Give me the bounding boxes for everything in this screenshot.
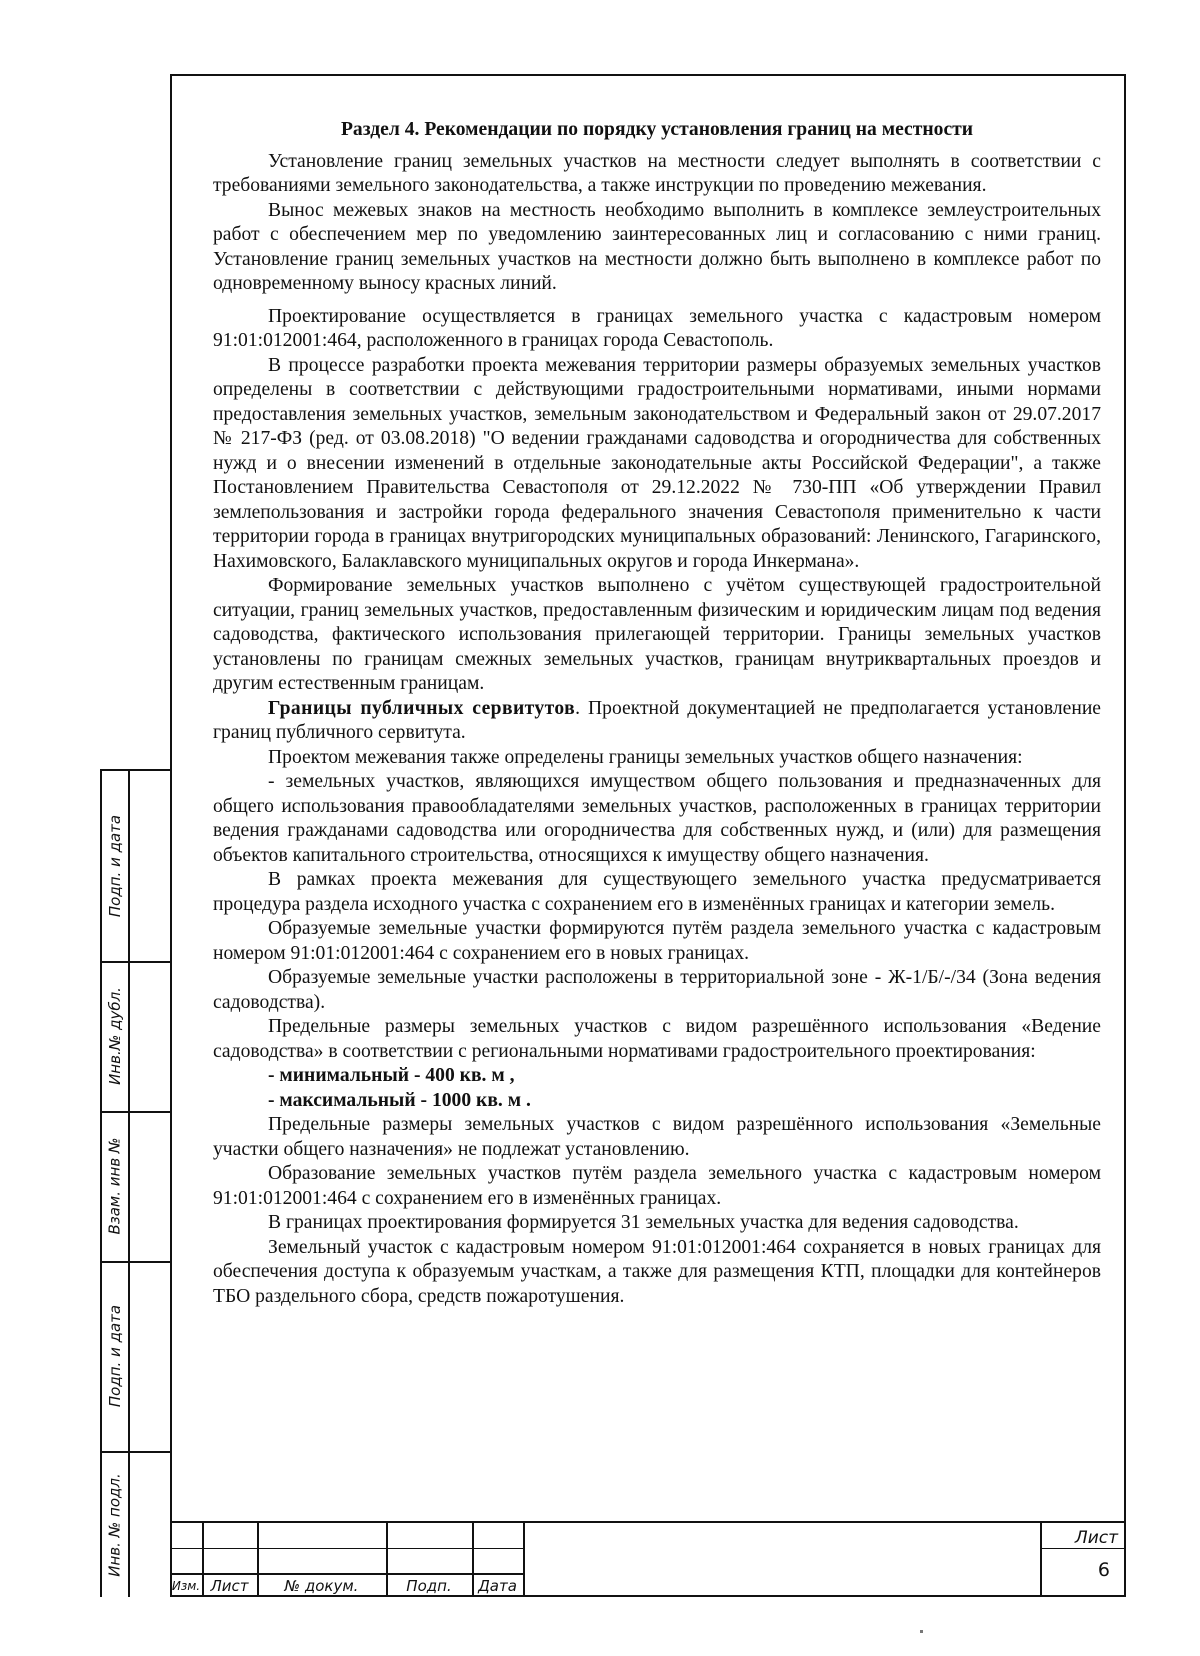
section-heading: Раздел 4. Рекомендации по порядку установления границ на местности: [340, 119, 974, 140]
paragraph: В рамках проекта межевания для существующего земельного участка предусматривается процедура раздела исходного участка с сохранением его в изменённых границах и категории земель.: [213, 869, 1101, 915]
servitude-title: Границы публичных сервитутов: [268, 697, 576, 719]
servitude-text: . Проектной документацией не предполагается установление границ публичного сервитута.: [213, 697, 1102, 743]
strip-label-vzam-inv: Взам. инв №: [106, 1137, 125, 1235]
col-izm: Изм.: [171, 1579, 201, 1593]
paragraph: Образование земельных участков путём раздела земельного участка с кадастровым номером 91:01:012001:464 с сохранением его в изменённых границах.: [213, 1163, 1101, 1209]
paragraph: Предельные размеры земельных участков с видом разрешённого использования «Ведение садоводства» в соответствии с региональными нормативами градостроительного проектирования:: [213, 1016, 1101, 1062]
document-body: [213, 118, 1101, 1309]
limit-item: - максимальный - 1000 кв. м .: [268, 1089, 531, 1111]
servitude-paragraph: [213, 697, 1101, 746]
title-block: [170, 1521, 1126, 1597]
sheet-label: Лист: [1074, 1528, 1118, 1548]
limit-item: - минимальный - 400 кв. м ,: [268, 1065, 515, 1086]
scan-speck: [920, 1630, 923, 1633]
paragraph: - земельных участков, являющихся имуществом общего пользования и предназначенных для общего использования правообладателями земельных участков, расположенных в границах территории ведения гражданами садоводства или огородничества для собственных нужд, и (или) для размещения объектов капитального строительства, относящихся к имуществу общего назначения.: [213, 771, 1101, 866]
paragraph: Установление границ земельных участков на местности следует выполнять в соответствии с требованиями земельного законодательства, а также инструкции по проведению межевания.: [213, 150, 1101, 196]
strip-label-inv-orig: Инв. № подл.: [106, 1473, 125, 1577]
paragraph: Образуемые земельные участки формируются путём раздела земельного участка с кадастровым номером 91:01:012001:464 с сохранением его в новых границах.: [213, 918, 1101, 964]
paragraph: Земельный участок с кадастровым номером 91:01:012001:464 сохраняется в новых границах для обеспечения доступа к образуемым участкам, а также для размещения КТП, площадки для контейнеров ТБО раздельного сбора, средств пожаротушения.: [213, 1236, 1101, 1307]
binding-strip: [100, 769, 170, 1597]
paragraph: Образуемые земельные участки расположены в территориальной зоне - Ж-1/Б/-/34 (Зона ведения садоводства).: [213, 967, 1101, 1013]
strip-label-sign-date: Подп. и дата: [106, 814, 124, 918]
paragraph: Предельные размеры земельных участков с видом разрешённого использования «Земельные участки общего назначения» не подлежат установлению.: [213, 1114, 1101, 1160]
col-date: Дата: [478, 1577, 517, 1595]
paragraph: Проектом межевания также определены границы земельных участков общего назначения:: [268, 746, 1023, 768]
col-list: Лист: [210, 1577, 249, 1595]
col-sign: Подп.: [406, 1577, 452, 1595]
strip-label-inv-dupl: Инв.№ дубл.: [106, 987, 125, 1085]
paragraph: Проектирование осуществляется в границах земельного участка с кадастровым номером 91:01:012001:464, расположенного в границах города Севастополь.: [213, 305, 1101, 351]
paragraph: Формирование земельных участков выполнено с учётом существующей градостроительной ситуации, границ земельных участков, предоставленным физическим и юридическим лицам под ведения садоводства, фактического использования прилегающей территории. Границы земельных участков установлены по границам смежных земельных участков, границам внутриквартальных проездов и другим естественным границам.: [213, 575, 1101, 694]
paragraph: Вынос межевых знаков на местность необходимо выполнить в комплексе землеустроительных работ с обеспечением мер по уведомлению заинтересованных лиц и согласованию с ними границ. Установление границ земельных участков на местности должно быть выполнено в комплексе работ по одновременному выносу красных линий.: [213, 199, 1101, 294]
paragraph: В границах проектирования формируется 31 земельных участка для ведения садоводства.: [268, 1212, 1019, 1233]
paragraph: В процессе разработки проекта межевания территории размеры образуемых земельных участков определены в соответствии с действующими градостроительными нормативами, иными нормами предоставления земельных участков, земельным законодательством и Федеральный закон от 29.07.2017 № 217-ФЗ (ред. от 03.08.2018) "О ведении гражданами садоводства и огородничества для собственных нужд и о внесении изменений в отдельные законодательные акты Российской Федерации", а также Постановлением Правительства Севастополя от 29.12.2022 № 730-ПП «Об утверждении Правил землепользования и застройки города федерального значения Севастополя применительно к части территории города в границах внутригородских муниципальных образований: Ленинского, Гагаринского, Нахимовского, Балаклавского муниципальных округов и города Инкермана».: [213, 354, 1101, 572]
col-doc: № докум.: [284, 1577, 359, 1595]
strip-label-sign-date-2: Подп. и дата: [106, 1304, 124, 1408]
sheet-number: 6: [1097, 1559, 1110, 1581]
